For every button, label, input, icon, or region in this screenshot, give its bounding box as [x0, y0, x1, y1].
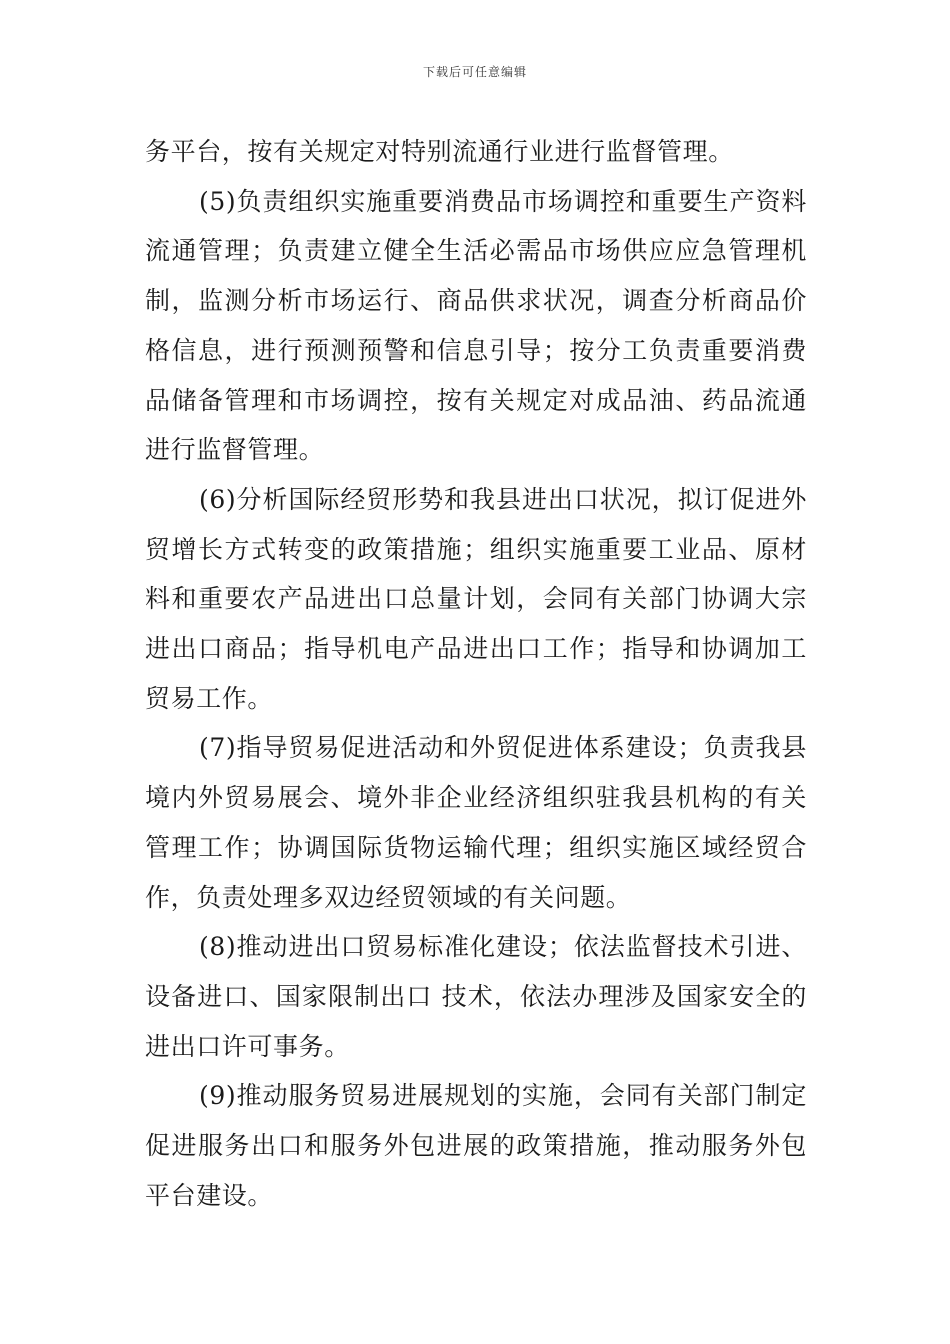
paragraph-item-9: (9)推动服务贸易进展规划的实施，会同有关部门制定促进服务出口和服务外包进展的政策措施，推动服务外包平台建设。	[145, 1081, 807, 1210]
document-body	[145, 127, 807, 1220]
paragraph-item-7: (7)指导贸易促进活动和外贸促进体系建设；负责我县境内外贸易展会、境外非企业经济组织驻我县机构的有关管理工作；协调国际货物运输代理；组织实施区域经贸合作，负责处理多双边经贸领域的有关问题。	[145, 733, 807, 912]
paragraph-item-6: (6)分析国际经贸形势和我县进出口状况，拟订促进外贸增长方式转变的政策措施；组织实施重要工业品、原材料和重要农产品进出口总量计划，会同有关部门协调大宗进出口商品；指导机电产品进出口工作；指导和协调加工贸易工作。	[145, 484, 807, 713]
paragraph-item-5: (5)负责组织实施重要消费品市场调控和重要生产资料流通管理；负责建立健全生活必需品市场供应应急管理机制，监测分析市场运行、商品供求状况，调查分析商品价格信息，进行预测预警和信息引导；按分工负责重要消费品储备管理和市场调控，按有关规定对成品油、药品流通进行监督管理。	[145, 186, 807, 465]
page-header: 下载后可任意编辑	[422, 65, 527, 79]
paragraph-item-8: (8)推动进出口贸易标准化建设；依法监督技术引进、设备进口、国家限制出口 技术，依法办理涉及国家安全的进出口许可事务。	[145, 932, 807, 1061]
paragraph-continuation: 务平台，按有关规定对特别流通行业进行监督管理。	[145, 137, 734, 166]
